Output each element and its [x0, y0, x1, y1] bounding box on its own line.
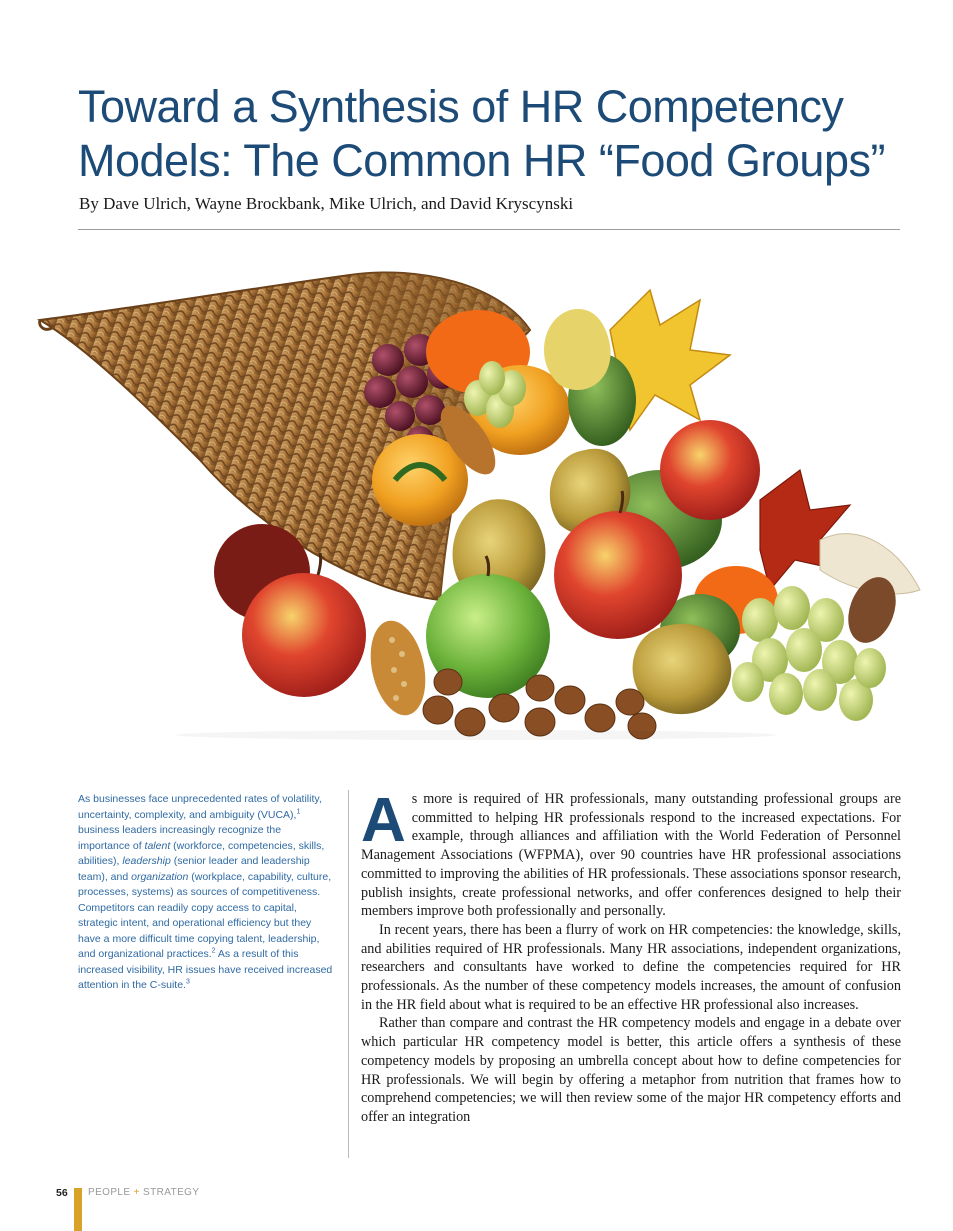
byline: By Dave Ulrich, Wayne Brockbank, Mike Ulrich, and David Kryscynski [79, 194, 574, 213]
publication-plus: + [133, 1187, 140, 1198]
sidebar-text: business leaders increasingly recognize the importance of [78, 824, 282, 852]
sidebar-emphasis: organization [131, 870, 189, 883]
column-divider [348, 790, 349, 1158]
publication-name-part: PEOPLE [88, 1187, 131, 1198]
sidebar-intro [78, 792, 334, 994]
footnote-ref: 3 [185, 978, 190, 986]
body-paragraph-3: Rather than compare and contrast the HR competency models and engage in a debate over which particular HR competency model is better, this article offers a synthesis of these competency models by proposing an umbrella concept about how to define competencies for HR professionals. We will begin by offering a metaphor from nutrition that frames how to comprehend competencies; we will then review some of the major HR competency efforts and offer an integration [361, 1015, 901, 1125]
footnote-ref: 2 [211, 947, 216, 955]
drop-cap: A [361, 786, 406, 855]
cornucopia-illustration [0, 270, 953, 740]
sidebar-paragraph [78, 792, 334, 994]
article-title [78, 80, 938, 188]
sidebar-text: (workforce, competencies, skills, abilities), [78, 839, 325, 867]
body-paragraph-2: In recent years, there has been a flurry of work on HR competencies: the knowledge, skills, and abilities required of HR professionals. Many HR associations, independent organizations, researchers and consultants have worked to define the competencies required for HR professionals. As the number of these competency models increases, the amount of confusion in the HR field about what is required to be an effective HR professional also increases. [361, 921, 901, 1013]
sidebar-text: (senior leader and leadership team), and [78, 855, 310, 883]
publication-name-part: STRATEGY [143, 1187, 200, 1198]
footnote-ref: 1 [296, 808, 301, 815]
page-number: 56 [56, 1187, 68, 1199]
sidebar-text: (workplace, capability, culture, processes, systems) as sources of competitiveness. Competitors can readily copy access to capital, strategic intent, and operational efficiency but they have a more difficult time copying talent, leadership, and organizational practices. [78, 870, 332, 960]
sidebar-emphasis: talent [144, 839, 171, 852]
page-footer [56, 1187, 200, 1199]
body-paragraph-1 [361, 786, 901, 921]
sidebar-text: As businesses face unprecedented rates of volatility, uncertainty, complexity, and ambiguity (VUCA), [78, 793, 322, 821]
title-rule [78, 229, 900, 230]
article-title-line-1: Toward a Synthesis of HR Competency [78, 81, 844, 132]
footer-accent-bar [74, 1188, 82, 1231]
body-text: s more is required of HR professionals, many outstanding professional groups are committed to helping HR professionals respond to the increased expectations. For example, through alliances and affiliation with the World Federation of Personnel Management Associations (WFPMA), over 90 countries have HR professional associations committed to improving the abilities of HR professionals. These associations sponsor research, publish insights, create professional networks, and offer conferences designed to help their members improve both professionally and personally. [361, 791, 901, 920]
publication-name [88, 1187, 199, 1198]
article-title-line-2: Models: The Common HR “Food Groups” [78, 135, 885, 186]
sidebar-text: As a result of this increased visibility, HR issues have received increased attention in the C-suite. [78, 948, 333, 991]
sidebar-emphasis: leadership [122, 855, 171, 867]
article-body [361, 786, 901, 1127]
